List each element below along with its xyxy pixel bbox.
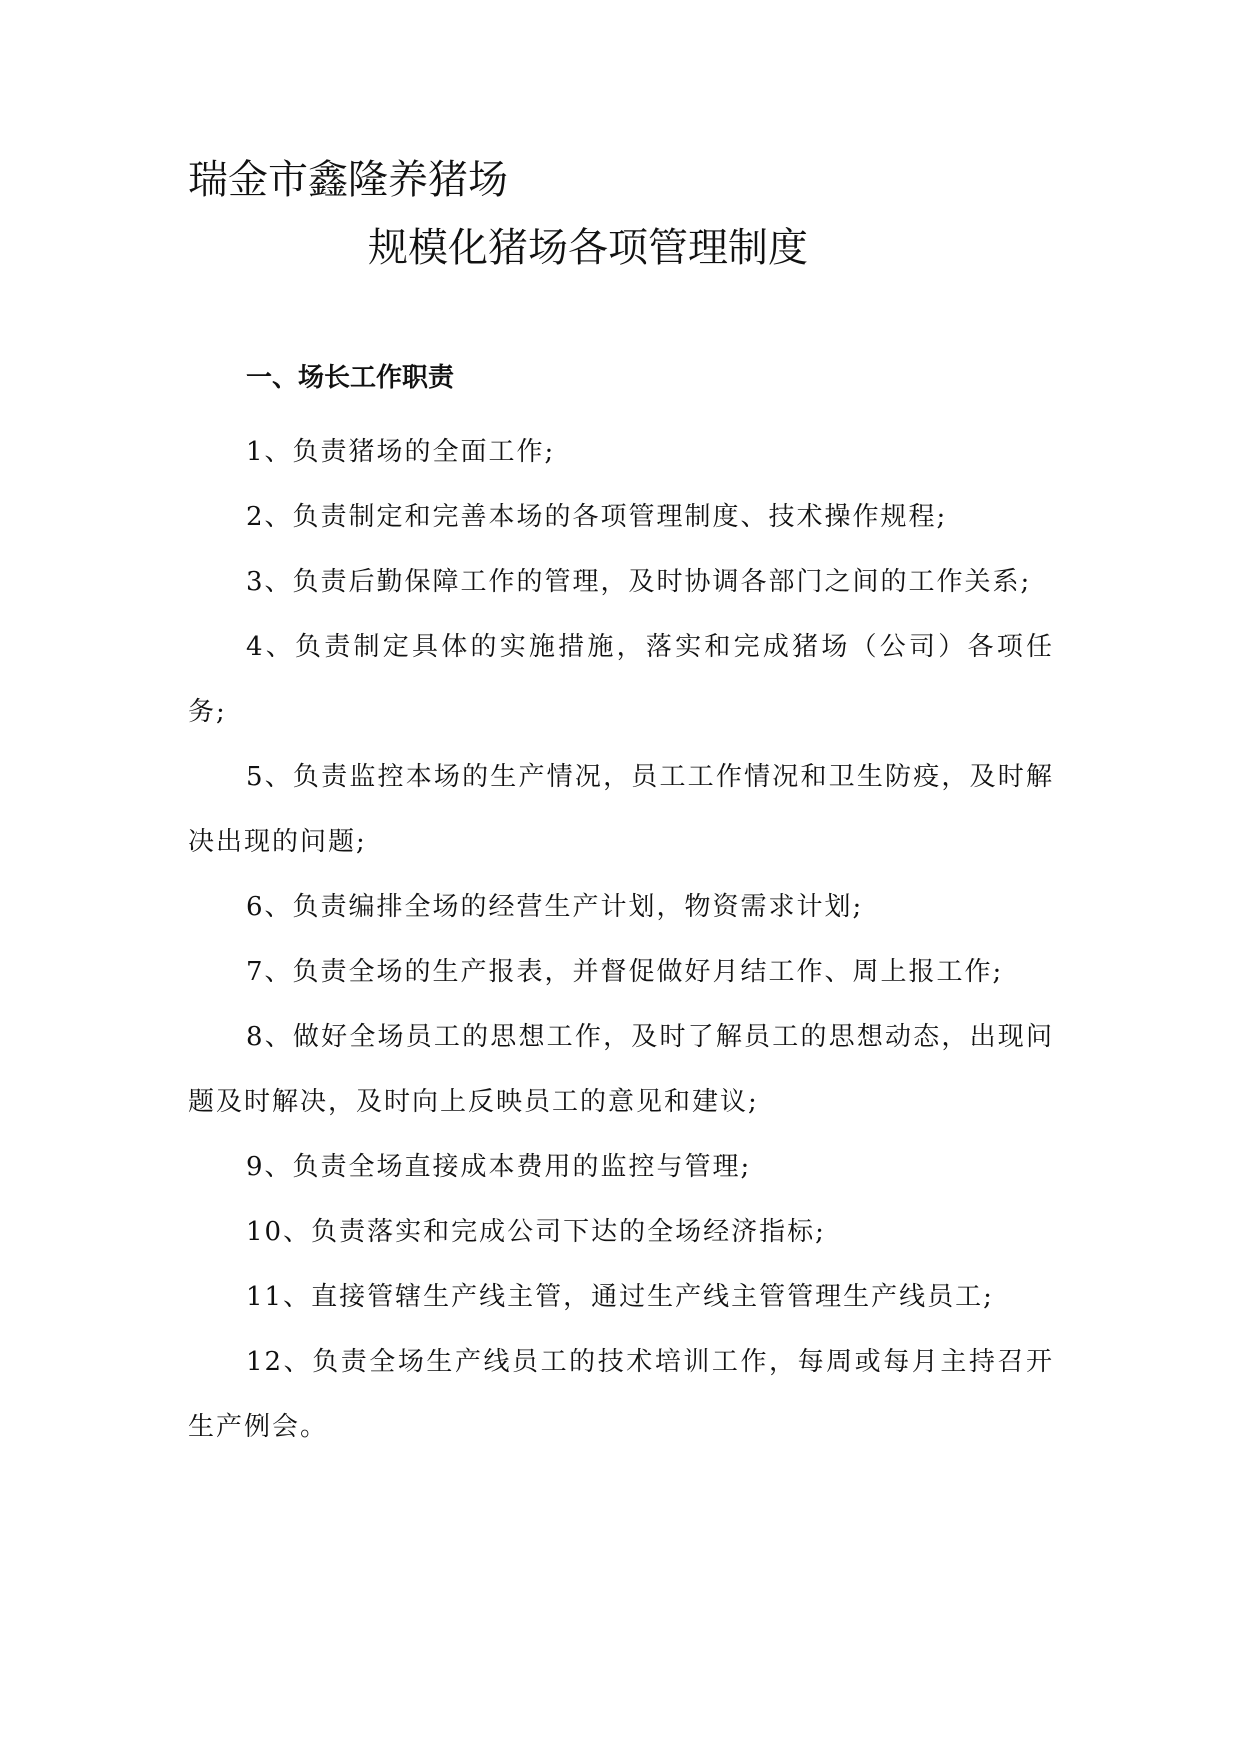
duty-item-4: 4、负责制定具体的实施措施，落实和完成猪场（公司）各项任务;	[188, 632, 1054, 727]
duty-item-10: 10、负责落实和完成公司下达的全场经济指标;	[246, 1217, 826, 1247]
duty-item-8: 8、做好全场员工的思想工作，及时了解员工的思想动态，出现问题及时解决，及时向上反映员工的意见和建议;	[188, 1022, 1054, 1117]
duty-item-12: 12、负责全场生产线员工的技术培训工作，每周或每月主持召开生产例会。	[188, 1347, 1054, 1442]
duty-item-2: 2、负责制定和完善本场的各项管理制度、技术操作规程;	[246, 502, 948, 532]
section-heading: 一、场长工作职责	[246, 363, 455, 393]
duty-item-11: 11、直接管辖生产线主管，通过生产线主管管理生产线员工;	[246, 1282, 994, 1312]
document-title-line1: 瑞金市鑫隆养猪场	[188, 157, 508, 203]
duty-item-7: 7、负责全场的生产报表，并督促做好月结工作、周上报工作;	[246, 957, 1004, 987]
document-title-line2: 规模化猪场各项管理制度	[368, 225, 808, 271]
duty-item-1: 1、负责猪场的全面工作;	[246, 437, 556, 467]
duty-item-3: 3、负责后勤保障工作的管理，及时协调各部门之间的工作关系;	[246, 567, 1032, 597]
duty-item-9: 9、负责全场直接成本费用的监控与管理;	[246, 1152, 752, 1182]
duty-list	[188, 420, 1054, 1460]
duty-item-5: 5、负责监控本场的生产情况，员工工作情况和卫生防疫，及时解决出现的问题;	[188, 762, 1054, 857]
duty-item-6: 6、负责编排全场的经营生产计划，物资需求计划;	[246, 892, 864, 922]
